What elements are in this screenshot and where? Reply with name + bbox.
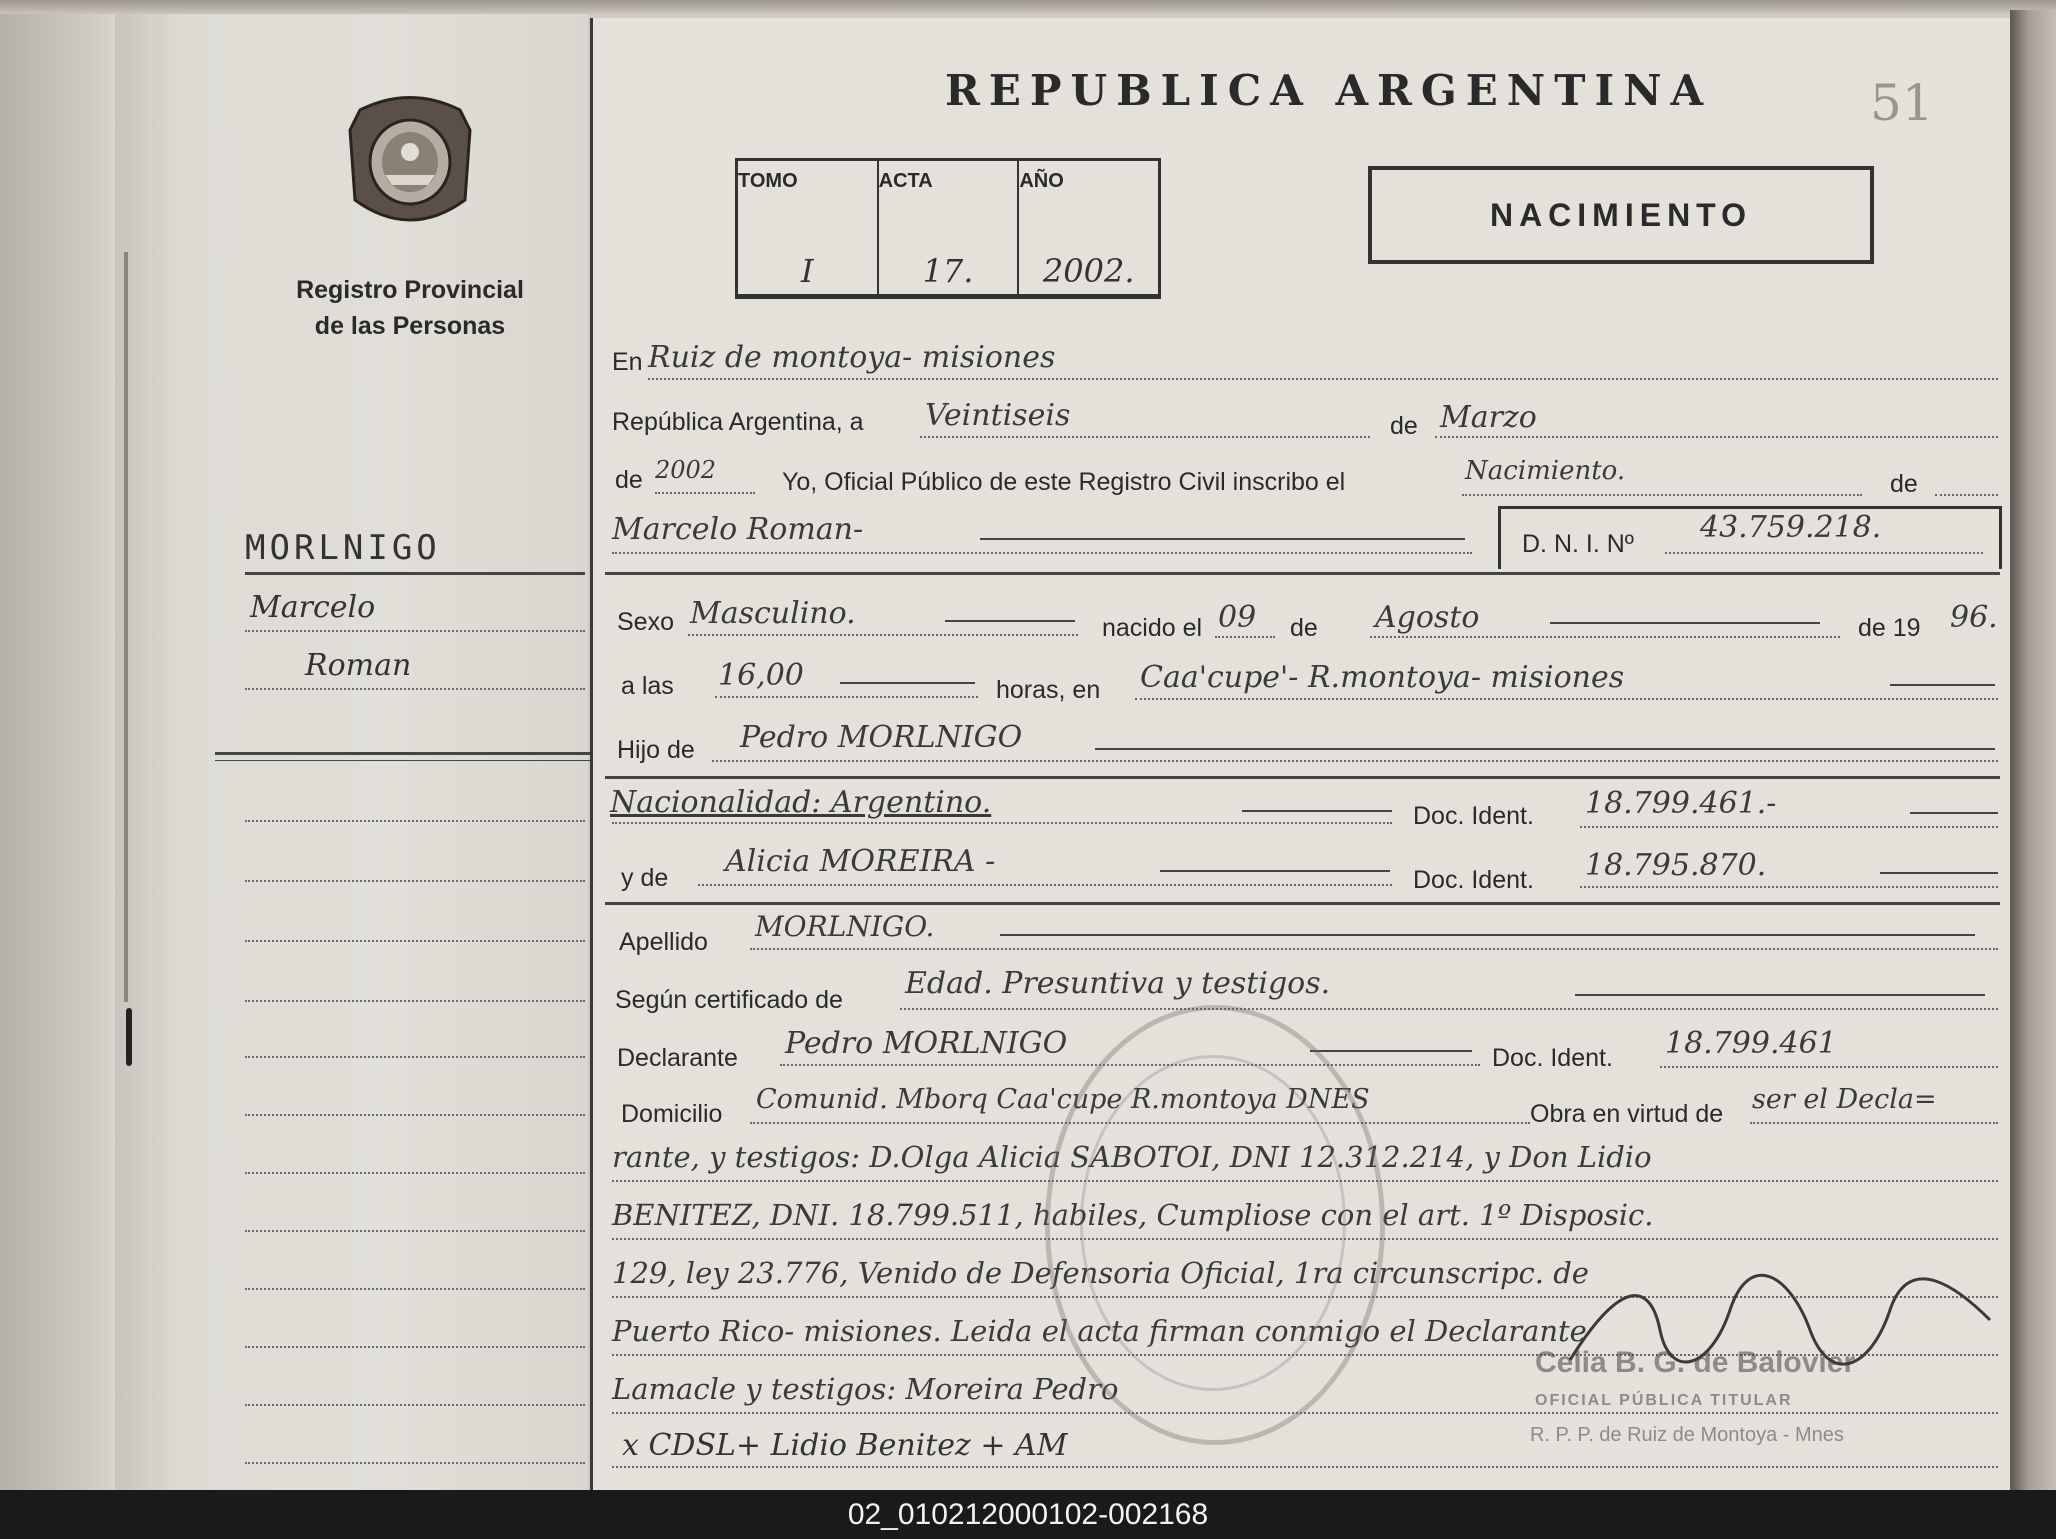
side-dotted-line (245, 1346, 585, 1348)
side-dotted-line (245, 1404, 585, 1406)
outer-page-edge (0, 14, 115, 1490)
obra-label: Obra en virtud de (1530, 1100, 1724, 1128)
record-table (735, 158, 1161, 299)
side-dotted-line (245, 1000, 585, 1002)
right-page-edge (2010, 10, 2056, 1490)
dotted-line (920, 436, 1370, 438)
tomo-cell (738, 161, 879, 296)
dia-value: Veintiseis (925, 398, 1071, 433)
en-label: En (612, 348, 643, 376)
certificado-value: Edad. Presuntiva y testigos. (905, 966, 1331, 1001)
dotted-line (1135, 698, 1998, 700)
nombre-value: Marcelo Roman- (612, 512, 864, 547)
side-dotted-line (245, 1230, 585, 1232)
official-round-stamp-inner (1080, 1055, 1346, 1391)
anio-label: AÑO (1019, 169, 1064, 192)
nacionalidad-value: Nacionalidad: Argentino. (610, 785, 992, 820)
signatures: x CDSL+ Lidio Benitez + AM (622, 1428, 1068, 1463)
official-signature-icon (1560, 1270, 2000, 1380)
dotted-line (1660, 1066, 1998, 1068)
fill-line (840, 682, 975, 684)
de-year-label: de (615, 466, 643, 494)
dotted-line (750, 948, 1998, 950)
dotted-line (1580, 886, 1998, 888)
dotted-line (715, 696, 978, 698)
side-dotted-line (245, 1114, 585, 1116)
dotted-line (1750, 1122, 1998, 1124)
provincial-seal-icon (340, 90, 480, 245)
padre-doc-value: 18.799.461.- (1585, 786, 1777, 821)
dotted-line (1935, 494, 1998, 496)
fill-line (1910, 812, 1998, 814)
hora-value: 16,00 (718, 658, 804, 693)
mes-value: Marzo (1440, 400, 1537, 435)
dotted-line (1580, 826, 1998, 828)
horas-en-label: horas, en (996, 676, 1101, 704)
de-label: de (1390, 412, 1418, 440)
republica-label: República Argentina, a (612, 408, 864, 436)
tomo-value: I (738, 161, 877, 296)
acta-label: ACTA (878, 169, 933, 192)
fill-line (1880, 872, 1998, 874)
texto-line-1: rante, y testigos: D.Olga Alicia SABOTOI, DNI 12.312.214, y Don Lidio (612, 1140, 1652, 1174)
acta-cell (879, 161, 1020, 296)
dotted-line (900, 1008, 1998, 1010)
de-label-2: de (1890, 470, 1918, 498)
side-dotted-line (245, 1462, 585, 1464)
registry-name (270, 272, 550, 344)
section-divider (605, 902, 2000, 905)
segun-label: Según certificado de (615, 986, 843, 1014)
top-edge (0, 0, 2056, 14)
de-label-3: de (1290, 614, 1318, 642)
sexo-value: Masculino. (690, 596, 856, 631)
nac-dia-value: 09 (1218, 600, 1257, 635)
de-19-label: de 19 (1858, 614, 1921, 642)
dni-label: D. N. I. Nº (1522, 530, 1634, 558)
registry-name-line1: Registro Provincial (296, 276, 524, 304)
yo-label: Yo, Oficial Público de este Registro Civil inscribo el (782, 468, 1346, 496)
y-de-label: y de (621, 864, 669, 892)
madre-value: Alicia MOREIRA - (725, 844, 996, 879)
declarante-value: Pedro MORLNIGO (785, 1026, 1068, 1061)
side-dotted-line (245, 940, 585, 942)
fill-line (1000, 934, 1975, 936)
official-stamp-title: OFICIAL PÚBLICA TITULAR (1535, 1392, 1793, 1409)
fill-line (1160, 870, 1390, 872)
image-caption: 02_010212000102-002168 (0, 1490, 2056, 1539)
alas-label: a las (621, 672, 674, 700)
document-type-box: NACIMIENTO (1368, 166, 1874, 264)
dotted-line (612, 1412, 1998, 1414)
declarante-doc-value: 18.799.461 (1665, 1026, 1837, 1061)
dotted-line (1370, 636, 1840, 638)
fill-line (1242, 810, 1392, 812)
domicilio-label: Domicilio (621, 1100, 723, 1128)
anio-value: 2002. (1019, 161, 1158, 296)
dni-value: 43.759.218. (1700, 510, 1882, 545)
dotted-line (648, 378, 1998, 380)
official-stamp-office: R. P. P. de Ruiz de Montoya - Mnes (1530, 1424, 1844, 1446)
apellido-label: Apellido (619, 928, 708, 956)
padre-value: Pedro MORLNIGO (740, 720, 1023, 755)
nac-anio-value: 96. (1950, 600, 1998, 635)
fill-line (1095, 748, 1995, 750)
madre-doc-value: 18.795.870. (1585, 848, 1767, 883)
side-dotted-line (245, 820, 585, 822)
page-number: 51 (1870, 74, 1934, 132)
binding-mark (126, 1008, 132, 1066)
texto-line-5: Lamacle y testigos: Moreira Pedro (612, 1372, 1119, 1406)
fill-line (1550, 622, 1820, 624)
country-title: REPUBLICA ARGENTINA (945, 66, 1713, 115)
obra-value: ser el Decla= (1752, 1084, 1937, 1115)
nacido-label: nacido el (1102, 614, 1203, 642)
dotted-line (1435, 436, 1998, 438)
lugar-nac-value: Caa'cupe'- R.montoya- misiones (1140, 660, 1625, 695)
doc-ident-label-3: Doc. Ident. (1492, 1044, 1613, 1072)
side-dotted-line (245, 1172, 585, 1174)
side-dotted-line (245, 688, 585, 690)
dotted-line (698, 884, 1392, 886)
nac-mes-value: Agosto (1375, 600, 1480, 635)
side-divider (245, 572, 585, 575)
side-dotted-line (245, 630, 585, 632)
dotted-line (612, 822, 1392, 824)
side-given-name-1: Marcelo (250, 590, 376, 625)
year-value: 2002 (655, 456, 717, 484)
side-dotted-line (245, 1056, 585, 1058)
hijo-label: Hijo de (617, 736, 695, 764)
dotted-line (712, 760, 1998, 762)
dotted-line (688, 634, 1078, 636)
official-stamp-name: Celia B. G. de Balovier (1535, 1346, 1856, 1379)
side-given-name-2: Roman (305, 648, 412, 683)
acta-value: 17. (879, 161, 1018, 296)
book-binding (124, 252, 128, 1002)
section-divider (605, 776, 2000, 779)
side-dotted-line (245, 880, 585, 882)
acto-value: Nacimiento. (1465, 456, 1626, 486)
fill-line (1890, 684, 1995, 686)
texto-line-3: 129, ley 23.776, Venido de Defensoria Oficial, 1ra circunscripc. de (612, 1256, 1589, 1290)
doc-ident-label: Doc. Ident. (1413, 802, 1534, 830)
section-divider (605, 572, 2000, 575)
lugar-value: Ruiz de montoya- misiones (648, 340, 1056, 375)
doc-ident-label-2: Doc. Ident. (1413, 866, 1534, 894)
registry-name-line2: de las Personas (314, 312, 506, 340)
fill-line (1575, 994, 1985, 996)
dotted-line (655, 492, 755, 494)
side-divider (215, 752, 590, 755)
dotted-line (1462, 494, 1862, 496)
domicilio-value: Comunid. Mborq Caa'cupe R.montoya DNES (756, 1084, 1370, 1115)
dotted-line (1215, 636, 1275, 638)
fill-line (1310, 1050, 1472, 1052)
anio-cell (1019, 161, 1158, 296)
sexo-label: Sexo (617, 608, 674, 636)
side-dotted-line (245, 1288, 585, 1290)
dotted-line (1665, 552, 1983, 554)
dotted-line (612, 552, 1472, 554)
texto-line-2: BENITEZ, DNI. 18.799.511, habiles, Cumpliose con el art. 1º Disposic. (612, 1198, 1654, 1232)
fill-line (945, 620, 1075, 622)
apellido-value: MORLNIGO. (755, 910, 935, 943)
side-surname: MORLNIGO (245, 528, 441, 568)
declarante-label: Declarante (617, 1044, 738, 1072)
texto-line-4: Puerto Rico- misiones. Leida el acta firman conmigo el Declarante (612, 1314, 1587, 1348)
tomo-label: TOMO (738, 169, 798, 192)
fill-line (980, 538, 1465, 540)
side-divider (215, 760, 590, 761)
dotted-line (612, 1466, 1998, 1468)
